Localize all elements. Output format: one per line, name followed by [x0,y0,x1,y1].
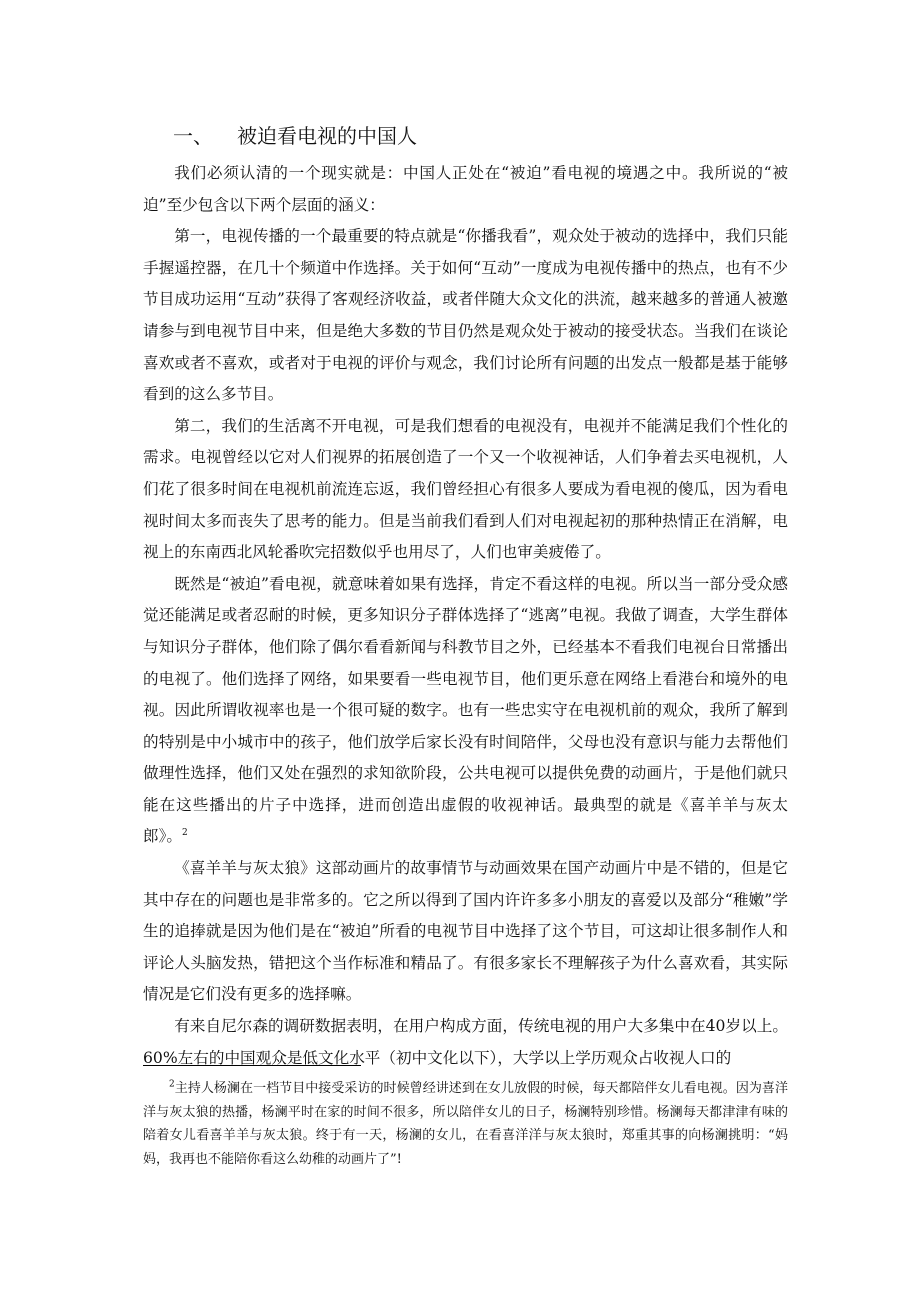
body-text [143,158,788,1074]
paragraph: 第二，我们的生活离不开电视，可是我们想看的电视没有，电视并不能满足我们个性化的需求。电视曾经以它对人们视界的拓展创造了一个又一个收视神话，人们争着去买电视机，人们花了很多时间在电视机前流连忘返，我们曾经担心有很多人要成为看电视的傻瓜，因为看电视时间太多而丧失了思考的能力。但是当前我们看到人们对电视起初的那种热情正在消解，电视上的东南西北风轮番吹完招数似乎也用尽了，人们也审美疲倦了。 [143,416,788,562]
paragraph: 我们必须认清的一个现实就是：中国人正处在“被迫”看电视的境遇之中。我所说的“被迫”至少包含以下两个层面的涵义： [143,164,788,214]
paragraph: 《喜羊羊与灰太狼》这部动画片的故事情节与动画效果在国产动画片中是不错的，但是它其中存在的问题也是非常多的。它之所以得到了国内许许多多小朋友的喜爱以及部分“稚嫩”学生的追捧就是因为他们是在“被迫”所看的电视节目中选择了这个节目，可这却让很多制作人和评论人头脑发热，错把这个当作标准和精品了。有很多家长不理解孩子为什么喜欢看，其实际情况是它们没有更多的选择嘛。 [143,859,788,1004]
footnote-marker: 2 [169,1079,175,1090]
paragraph: 有来自尼尔森的调研数据表明，在用户构成方面，传统电视的用户大多集中在40岁以上。60%左右的中国观众是低文化水平（初中文化以下），大学以上学历观众占收视人口的 [143,1017,788,1067]
paragraph-text: 既然是“被迫”看电视，就意味着如果有选择，肯定不看这样的电视。所以当一部分受众感觉还能满足或者忍耐的时候，更多知识分子群体选择了“逃离”电视。我做了调查，大学生群体与知识分子群体，他们除了偶尔看看新闻与科教节目之外，已经基本不看我们电视台日常播出的电视了。他们选择了网络，如果要看一些电视节目，他们更乐意在网络上看港台和境外的电视。因此所谓收视率也是一个很可疑的数字。也有一些忠实守在电视机前的观众，我所了解到的特别是中小城市中的孩子，他们放学后家长没有时间陪伴，父母也没有意识与能力去帮他们做理性选择，他们又处在强烈的求知欲阶段，公共电视可以提供免费的动画片，于是他们就只能在这些播出的片子中选择，进而创造出虚假的收视神话。最典型的就是《喜羊羊与灰太郎》。 [143,574,788,846]
section-heading [173,120,417,149]
footnote-reference: 2 [181,828,188,839]
paragraph [143,569,788,853]
footnote-text: 主持人杨澜在一档节目中接受采访的时候曾经讲述到在女儿放假的时候，每天都陪伴女儿看电视。因为喜洋洋与灰太狼的热播，杨澜平时在家的时间不很多，所以陪伴女儿的日子，杨澜特别珍惜。杨澜每天都津津有味的陪着女儿看喜羊羊与灰太狼。终于有一天，杨澜的女儿，在看喜洋洋与灰太狼时，郑重其事的向杨澜挑明：“妈妈，我再也不能陪你看这么幼稚的动画片了”! [143,1081,788,1167]
section-number: 一、 [173,124,213,148]
section-title: 被迫看电视的中国人 [237,124,417,148]
footnote-paragraph [143,1077,788,1171]
paragraph: 第一，电视传播的一个最重要的特点就是“你播我看”，观众处于被动的选择中，我们只能手握遥控器，在几十个频道中作选择。关于如何“互动”一度成为电视传播中的热点，也有不少节目成功运用“互动”获得了客观经济收益，或者伴随大众文化的洪流，越来越多的普通人被邀请参与到电视节目中来，但是绝大多数的节目仍然是观众处于被动的接受状态。当我们在谈论喜欢或者不喜欢，或者对于电视的评价与观念，我们讨论所有问题的出发点一般都是基于能够看到的这么多节目。 [143,227,788,404]
footnote [143,1077,788,1171]
footnote-separator [143,1065,361,1066]
